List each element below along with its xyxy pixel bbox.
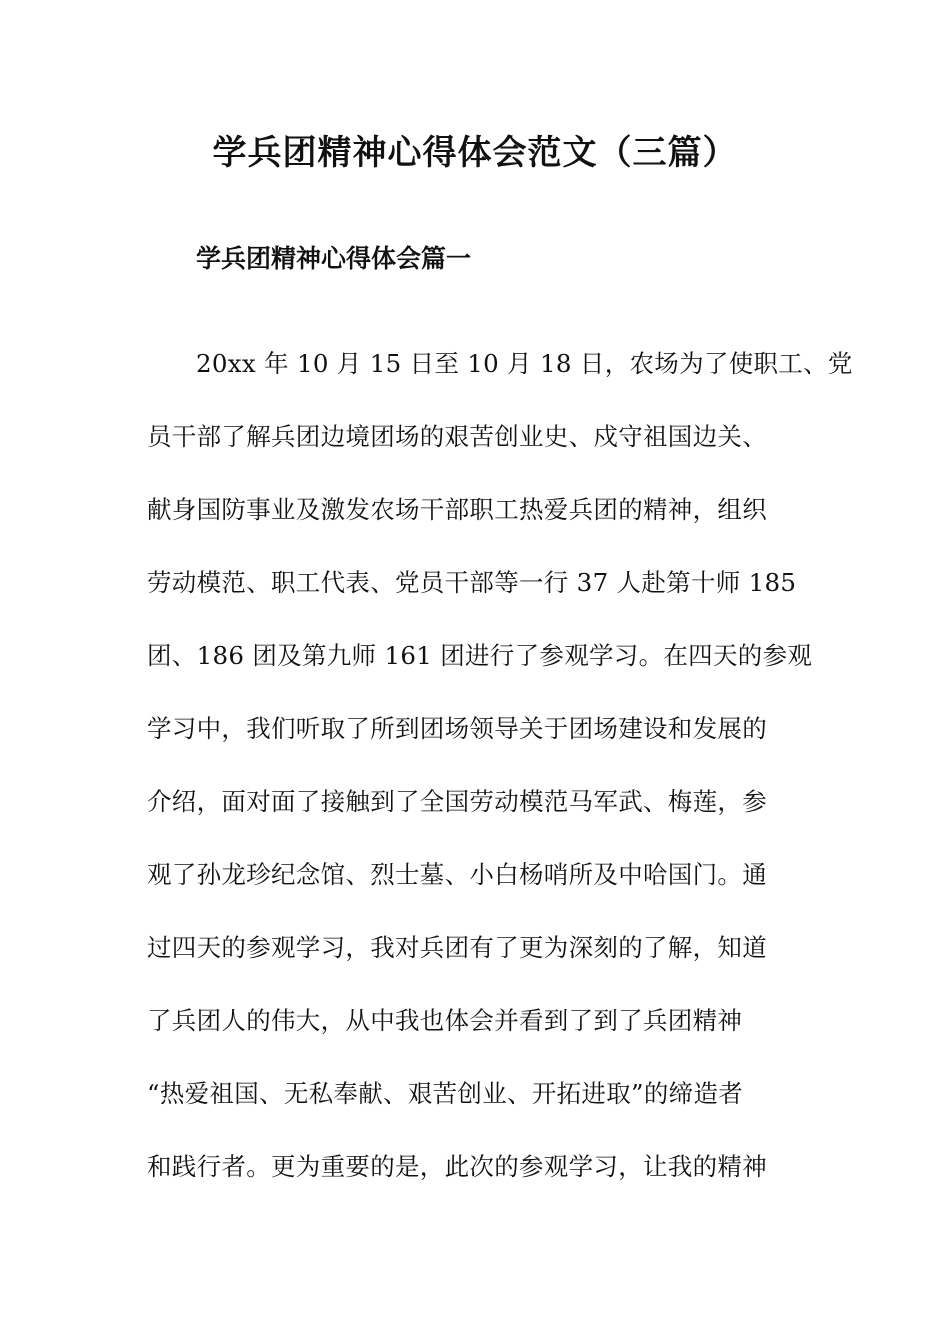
body-line: 观了孙龙珍纪念馆、烈士墓、小白杨哨所及中哈国门。通 bbox=[147, 860, 767, 889]
body-line: “热爱祖国、无私奉献、艰苦创业、开拓进取”的缔造者 bbox=[147, 1079, 744, 1108]
body-line: 过四天的参观学习，我对兵团有了更为深刻的了解，知道 bbox=[147, 933, 767, 962]
body-line: 员干部了解兵团边境团场的艰苦创业史、戍守祖国边关、 bbox=[147, 422, 767, 451]
body-line: 献身国防事业及激发农场干部职工热爱兵团的精神，组织 bbox=[147, 495, 767, 524]
body-paragraph bbox=[147, 340, 853, 1216]
section-heading: 学兵团精神心得体会篇一 bbox=[196, 244, 472, 273]
body-line: 和践行者。更为重要的是，此次的参观学习，让我的精神 bbox=[147, 1152, 767, 1181]
body-line: 劳动模范、职工代表、党员干部等一行 37 人赴第十师 185 bbox=[147, 568, 797, 597]
document-title: 学兵团精神心得体会范文（三篇） bbox=[212, 133, 738, 173]
body-line: 团、186 团及第九师 161 团进行了参观学习。在四天的参观 bbox=[147, 641, 813, 670]
body-line: 介绍，面对面了接触到了全国劳动模范马军武、梅莲，参 bbox=[147, 787, 767, 816]
body-line: 20xx 年 10 月 15 日至 10 月 18 日，农场为了使职工、党 bbox=[196, 349, 853, 378]
body-line: 学习中，我们听取了所到团场领导关于团场建设和发展的 bbox=[147, 714, 767, 743]
body-line: 了兵团人的伟大，从中我也体会并看到了到了兵团精神 bbox=[147, 1006, 743, 1035]
